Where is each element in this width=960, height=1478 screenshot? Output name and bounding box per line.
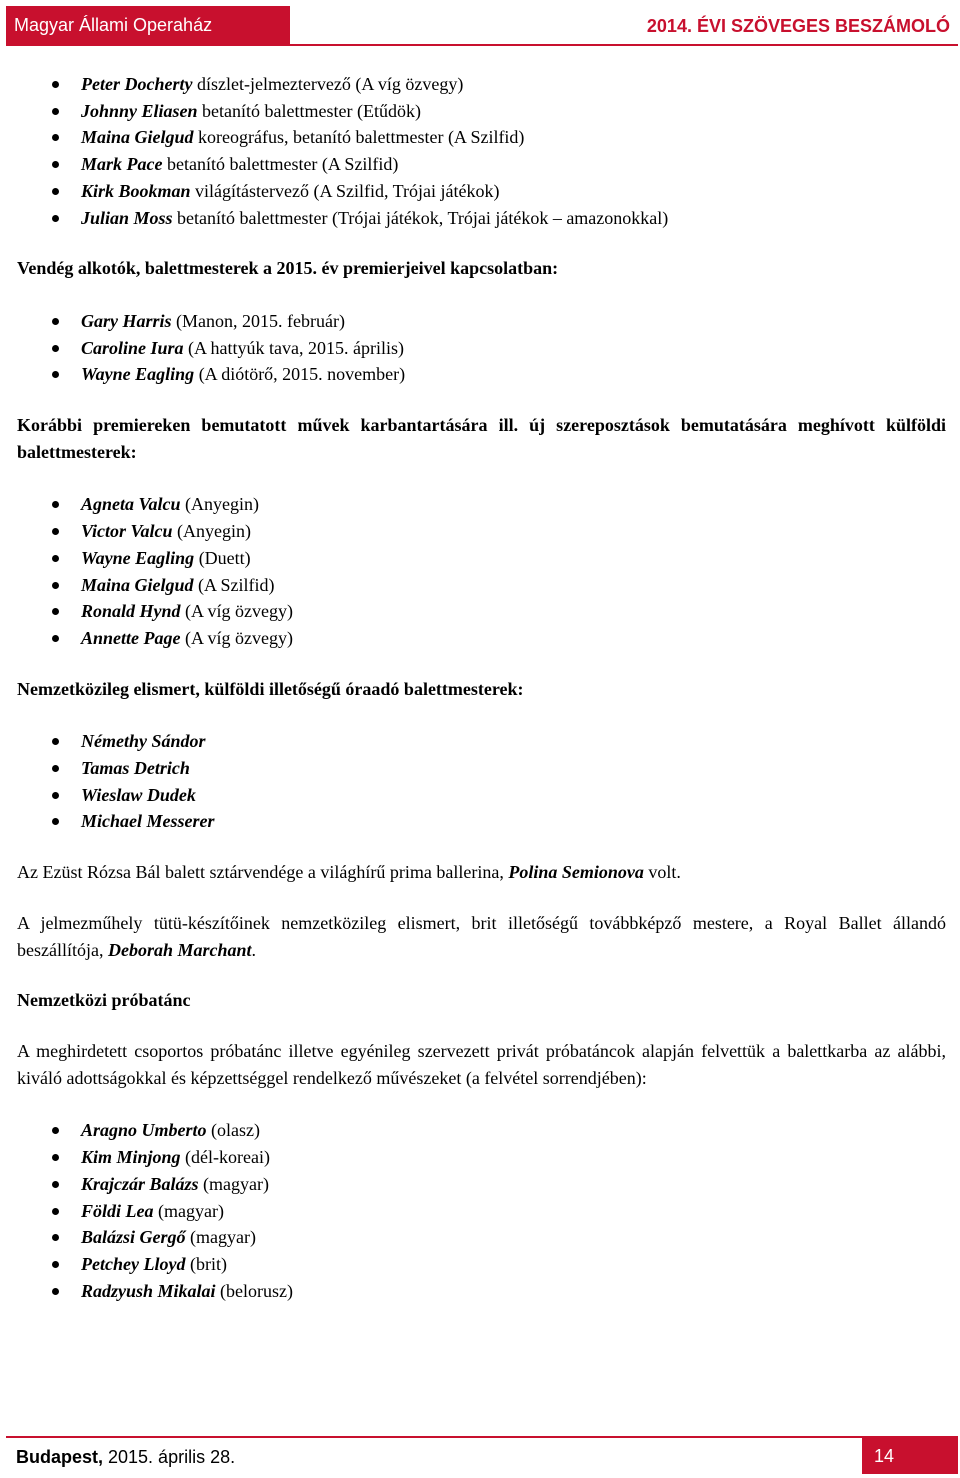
item-detail: (A víg özvegy) (180, 627, 293, 648)
person-name: Wieslaw Dudek (81, 784, 196, 805)
item-detail: (A hattyúk tava, 2015. április) (183, 337, 405, 358)
list-item (17, 308, 946, 335)
guest-artists-list (17, 71, 946, 231)
list-item (17, 151, 946, 178)
section-heading-guest-creators: Vendég alkotók, balettmesterek a 2015. év premierjeivel kapcsolatban: (17, 258, 559, 279)
item-detail: (A Szilfid) (193, 574, 275, 595)
item-detail: (Anyegin) (172, 521, 252, 542)
person-name: Kim Minjong (81, 1147, 181, 1168)
person-name: Agneta Valcu (81, 494, 181, 515)
item-detail: (olasz) (206, 1120, 261, 1141)
item-detail: betanító balettmester (A Szilfid) (162, 154, 399, 175)
teachers-list (17, 728, 946, 835)
person-name: Balázsi Gergő (81, 1227, 186, 1248)
list-item (17, 755, 946, 782)
list-item (17, 728, 946, 755)
item-detail: (belorusz) (215, 1280, 294, 1301)
header-organization: Magyar Állami Operaház (6, 6, 290, 44)
new-dancers-list (17, 1117, 946, 1304)
guest-creators-list (17, 308, 946, 388)
list-item (17, 71, 946, 98)
document-body (17, 71, 946, 1304)
person-name: Maina Gielgud (81, 574, 194, 595)
item-detail: betanító balettmester (Trójai játékok, Trójai játékok – amazonokkal) (172, 207, 669, 228)
person-name: Némethy Sándor (81, 731, 206, 752)
person-name: Radzyush Mikalai (81, 1280, 216, 1301)
person-name: Caroline Iura (81, 337, 184, 358)
list-item (17, 1278, 946, 1305)
item-detail: (Anyegin) (180, 494, 260, 515)
header-divider (6, 44, 958, 46)
person-name: Peter Docherty (81, 74, 193, 94)
person-name: Krajczár Balázs (81, 1173, 199, 1194)
item-detail: (dél-koreai) (180, 1147, 270, 1168)
list-item (17, 545, 946, 572)
page-number: 14 (862, 1438, 958, 1474)
list-item (17, 1251, 946, 1278)
item-detail: (brit) (185, 1253, 227, 1274)
item-detail: (magyar) (198, 1173, 269, 1194)
item-detail: (A diótörő, 2015. november) (194, 364, 406, 385)
list-item (17, 178, 946, 205)
item-detail: világítástervező (A Szilfid, Trójai játékok) (190, 180, 500, 201)
section-heading-visiting-masters: Korábbi premiereken bemutatott művek karbantartására ill. új szereposztások bemutatására meghívott külföldi balettmesterek: (17, 415, 946, 462)
page-footer (6, 1436, 958, 1474)
person-name: Michael Messerer (81, 811, 215, 832)
list-item (17, 98, 946, 125)
person-name: Wayne Eagling (81, 364, 195, 385)
footer-place-date: Budapest, 2015. április 28. (16, 1447, 236, 1467)
list-item (17, 361, 946, 388)
person-name: Maina Gielgud (81, 127, 194, 148)
person-name: Annette Page (81, 627, 181, 648)
section-heading-teachers: Nemzetközileg elismert, külföldi illetőségű óraadó balettmesterek: (17, 678, 524, 699)
person-name: Mark Pace (81, 154, 163, 175)
paragraph-ball-guest: Az Ezüst Rózsa Bál balett sztárvendége a világhírű prima ballerina, Polina Semionova volt. (17, 862, 681, 883)
list-item (17, 625, 946, 652)
person-name: Kirk Bookman (81, 180, 191, 201)
guest-star-name: Polina Semionova (508, 862, 644, 883)
list-item (17, 491, 946, 518)
paragraph-audition: A meghirdetett csoportos próbatánc illetve egyénileg szervezett privát próbatáncok alapján felvettük a balettkarba az alábbi, kiváló adottságokkal és képzettséggel rendelkező művészeket (a felvétel sorrendjében): (17, 1040, 946, 1088)
item-detail: díszlet-jelmeztervező (A víg özvegy) (192, 74, 464, 94)
list-item (17, 1198, 946, 1225)
list-item (17, 335, 946, 362)
person-name: Victor Valcu (81, 521, 173, 542)
visiting-masters-list (17, 491, 946, 651)
item-detail: (magyar) (153, 1200, 224, 1221)
person-name: Tamas Detrich (81, 758, 190, 779)
person-name: Aragno Umberto (81, 1120, 207, 1141)
list-item (17, 1117, 946, 1144)
item-detail: koreográfus, betanító balettmester (A Szilfid) (193, 127, 525, 148)
list-item (17, 205, 946, 232)
person-name: Petchey Lloyd (81, 1253, 186, 1274)
person-name: Julian Moss (81, 207, 173, 228)
list-item (17, 808, 946, 835)
item-detail: betanító balettmester (Etűdök) (197, 100, 421, 121)
paragraph-costume-workshop: A jelmezműhely tütü-készítőinek nemzetközileg elismert, brit illetőségű továbbképző mestere, a Royal Ballet állandó beszállítója, Deborah Marchant. (17, 912, 946, 960)
person-name: Johnny Eliasen (81, 100, 198, 121)
list-item (17, 124, 946, 151)
page-header (6, 6, 958, 44)
list-item (17, 518, 946, 545)
list-item (17, 572, 946, 599)
header-report-title: 2014. ÉVI SZÖVEGES BESZÁMOLÓ (646, 16, 950, 36)
footer-divider (6, 1436, 958, 1438)
person-name: Wayne Eagling (81, 547, 195, 568)
costume-master-name: Deborah Marchant (107, 939, 252, 960)
person-name: Gary Harris (81, 310, 172, 331)
item-detail: (Duett) (194, 547, 251, 568)
section-heading-audition: Nemzetközi próbatánc (17, 990, 191, 1011)
list-item (17, 782, 946, 809)
list-item (17, 598, 946, 625)
list-item (17, 1224, 946, 1251)
item-detail: (magyar) (185, 1227, 256, 1248)
list-item (17, 1171, 946, 1198)
item-detail: (A víg özvegy) (180, 601, 294, 622)
person-name: Ronald Hynd (81, 601, 181, 622)
item-detail: (Manon, 2015. február) (171, 310, 345, 331)
person-name: Földi Lea (81, 1200, 154, 1221)
list-item (17, 1144, 946, 1171)
